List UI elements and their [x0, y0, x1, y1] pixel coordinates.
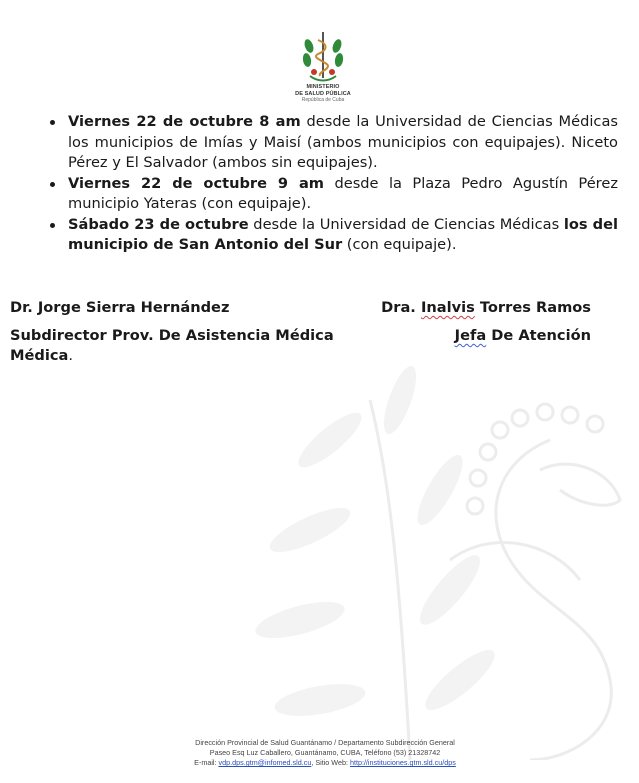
- logo-line-2: DE SALUD PÚBLICA: [295, 90, 351, 97]
- schedule-item: [68, 174, 618, 215]
- left-signatory-title: [10, 326, 334, 366]
- schedule-item-text: desde la Universidad de Ciencias Médicas: [248, 215, 564, 233]
- left-signatory-name: Dr. Jorge Sierra Hernández: [10, 299, 230, 316]
- left-title-line-2: Médica: [10, 347, 69, 364]
- right-signatory-name: [381, 298, 591, 318]
- schedule-item: [68, 215, 618, 256]
- schedule-list: [42, 112, 618, 256]
- footer-email-link[interactable]: vdp.dps.gtm@infomed.sld.cu: [218, 758, 312, 767]
- schedule-item-date: Viernes 22 de octubre 8 am: [68, 113, 301, 130]
- logo-line-3: República de Cuba: [301, 97, 345, 103]
- schedule-item-date: Sábado 23 de octubre: [68, 215, 249, 233]
- footer-web-label: , Sitio Web:: [311, 758, 350, 767]
- footer-web-link[interactable]: http://instituciones.gtm.sld.cu/dps: [349, 758, 456, 767]
- footer-line-3: [150, 758, 500, 768]
- schedule-item-emphasis: los del municipio de San Antonio del Sur: [68, 215, 618, 253]
- schedule-item-text: desde la Universidad de Ciencias Médicas los municipios de Imías y Maisí (ambos municipios con equipajes). Niceto Pérez y El Salvador (ambos sin equipajes).: [68, 113, 618, 171]
- document-footer: [150, 738, 500, 768]
- schedule-item-text-end: (con equipaje).: [342, 236, 457, 253]
- ministry-logo: [290, 28, 356, 114]
- right-name-suffix: Torres Ramos: [474, 299, 591, 316]
- caduceus-emblem-icon: [300, 28, 346, 84]
- footer-line-2: Paseo Esq Luz Caballero, Guantánamo, CUBA, Teléfono (53) 21328742: [209, 748, 441, 757]
- right-name-prefix: Dra.: [381, 299, 421, 316]
- left-title-end: .: [68, 347, 74, 364]
- logo-line-1: MINISTERIO: [306, 84, 340, 90]
- left-title-line-1: Subdirector Prov. De Asistencia Médica: [10, 327, 334, 344]
- watermark-emblem: [250, 360, 639, 760]
- footer-line-1: Dirección Provincial de Salud Guantánamo / Departamento Subdirección General: [195, 738, 455, 747]
- schedule-item-text: desde la Plaza Pedro Agustín Pérez municipio Yateras (con equipaje).: [68, 174, 618, 212]
- right-title-suffix: De Atención: [486, 327, 591, 344]
- right-title-spellcheck-word: Jefa: [454, 327, 487, 344]
- schedule-item: [68, 112, 618, 174]
- footer-email-label: E-mail:: [194, 758, 219, 767]
- right-name-spellcheck-word: Inalvis: [420, 299, 475, 316]
- right-signatory-title: [455, 326, 591, 346]
- schedule-item-date: Viernes 22 de octubre 9 am: [68, 174, 324, 192]
